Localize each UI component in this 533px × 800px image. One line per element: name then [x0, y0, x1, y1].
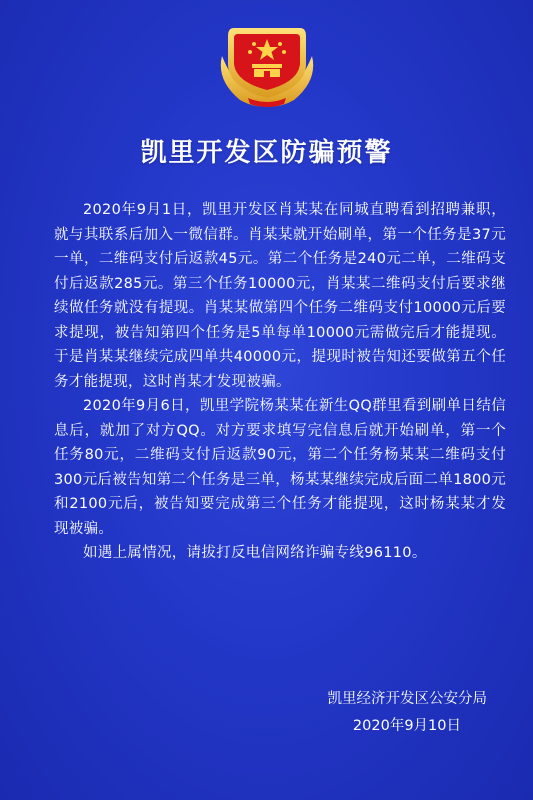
notice-footer	[247, 686, 487, 740]
issue-date: 2020年9月10日	[352, 718, 461, 734]
issuer-name: 凯里经济开发区公安分局	[327, 691, 487, 707]
case-paragraph-2: 2020年9月6日，凯里学院杨某某在新生QQ群里看到刷单日结信息后，就加了对方QQ。对方要求填写完信息后就开始刷单，第一个任务80元，二维码支付后返款90元，第二个任务杨某某二维码支付300元后被告知第二个任务是三单，杨某某继续完成后面二单1800元和2100元后，被告知要完成第三个任务才能提现，这时杨某某才发现被骗。	[54, 398, 506, 537]
case-paragraph-1: 2020年9月1日，凯里开发区肖某某在同城直聘看到招聘兼职，就与其联系后加入一微信群。肖某某就开始刷单，第一个任务是37元一单，二维码支付后返款45元。第二个任务是240元二单，二维码支付后返款285元。第三个任务10000元，肖某某二维码支付后要求继续做任务就没有提现。肖某某做第四个任务二维码支付10000元后要求提现，被告知第四个任务是5单每单10000元需做完后才能提现。于是肖某某继续完成四单共40000元，提现时被告知还要做第五个任务才能提现，这时肖某才发现被骗。	[54, 202, 506, 390]
notice-body	[54, 198, 506, 566]
notice-title: 凯里开发区防骗预警	[140, 138, 393, 168]
hotline-paragraph: 如遇上属情况，请拔打反电信网络诈骗专线96110。	[83, 545, 427, 561]
police-emblem-icon	[214, 14, 320, 110]
